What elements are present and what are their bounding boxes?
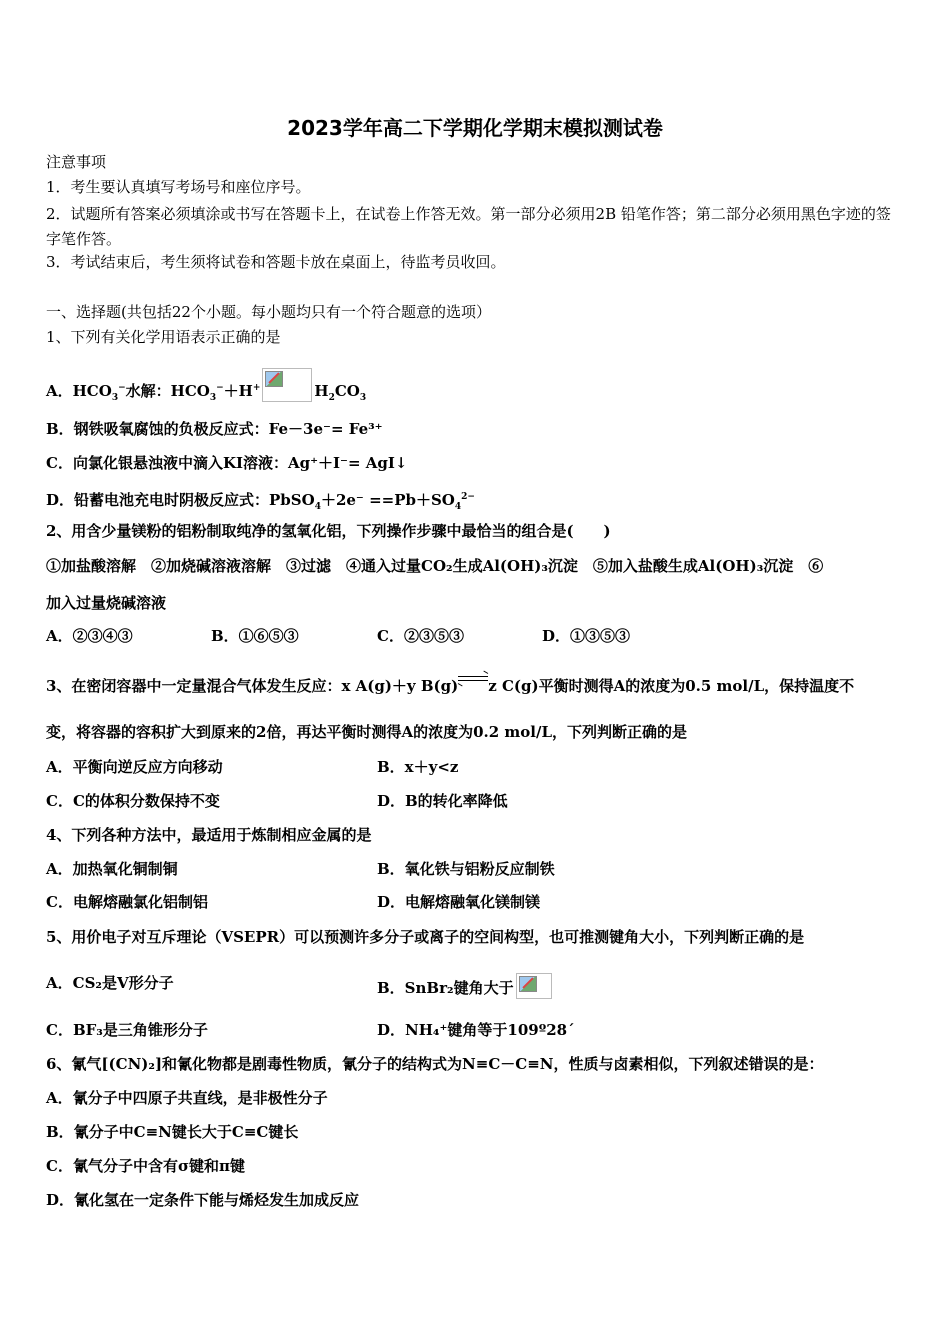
q2-stem: 2、用含少量镁粉的铝粉制取纯净的氢氧化铝，下列操作步骤中最恰当的组合是( ) [46, 522, 611, 540]
notice-heading: 注意事项 [46, 153, 107, 171]
q3-option-b: B．x＋y<z [377, 758, 459, 776]
q2-options [46, 626, 906, 646]
q4-option-b: B．氧化铁与铝粉反应制铁 [377, 860, 555, 878]
q4-stem: 4、下列各种方法中，最适用于炼制相应金属的是 [46, 826, 372, 844]
q2-option-d: D．①③⑤③ [542, 627, 631, 645]
q1-stem: 1、下列有关化学用语表示正确的是 [46, 328, 281, 346]
q4-option-d: D．电解熔融氧化镁制镁 [377, 893, 541, 911]
q1-option-c: C．向氯化银悬浊液中滴入KI溶液：Ag⁺＋I⁻= AgI↓ [46, 454, 408, 472]
notice-item-1: 1．考生要认真填写考场号和座位序号。 [46, 178, 311, 196]
q5-option-d: D．NH₄⁺键角等于109º28´ [377, 1021, 575, 1039]
q6-option-c: C．氰气分子中含有σ键和π键 [46, 1157, 245, 1175]
q6-option-a: A．氰分子中四原子共直线，是非极性分子 [46, 1089, 328, 1107]
q4-row-1 [46, 859, 906, 879]
q6-option-b: B．氰分子中C≡N键长大于C≡C键长 [46, 1123, 299, 1141]
q1-option-d: D．铅蓄电池充电时阴极反应式：PbSO$_4$＋2e⁻ $==Pb+SO_4^{2-}$ [46, 491, 475, 512]
q6-stem: 6、氰气[(CN)₂]和氰化物都是剧毒性物质，氰分子的结构式为N≡C－C≡N，性质与卤素相似，下列叙述错误的是： [46, 1055, 824, 1073]
q3-option-a: A．平衡向逆反应方向移动 [46, 758, 223, 776]
section-heading: 一、选择题(共包括22个小题。每小题均只有一个符合题意的选项） [46, 303, 491, 321]
q5-row-2 [46, 1020, 906, 1040]
q2-option-c: C．②③⑤③ [377, 627, 464, 645]
missing-image-icon [516, 973, 552, 999]
q1-option-b: B．钢铁吸氧腐蚀的负极反应式：Fe－3e⁻= Fe³⁺ [46, 420, 383, 438]
q3-option-c: C．C的体积分数保持不变 [46, 792, 220, 810]
q5-row-1 [46, 973, 906, 997]
q4-row-2 [46, 892, 906, 912]
q5-option-a: A．CS₂是V形分子 [46, 974, 174, 992]
q5-stem: 5、用价电子对互斥理论（VSEPR）可以预测许多分子或离子的空间构型，也可推测键角大小，下列判断正确的是 [46, 928, 805, 946]
q6-option-d: D．氰化氢在一定条件下能与烯烃发生加成反应 [46, 1191, 360, 1209]
q2-steps: ①加盐酸溶解 ②加烧碱溶液溶解 ③过滤 ④通入过量CO₂生成Al(OH)₃沉淀 ⑤加入盐酸生成Al(OH)₃沉淀 ⑥ [46, 557, 824, 575]
missing-image-icon [262, 368, 312, 402]
q3-row-1 [46, 757, 906, 777]
q5-option-c: C．BF₃是三角锥形分子 [46, 1021, 208, 1039]
q2-steps-cont: 加入过量烧碱溶液 [46, 594, 167, 612]
q2-option-b: B．①⑥⑤③ [211, 627, 299, 645]
q4-option-a: A．加热氧化铜制铜 [46, 860, 178, 878]
q3-stem: 3、在密闭容器中一定量混合气体发生反应：x A(g)＋y B(g) z C(g)平衡时测得A的浓度为0.5 mol/L，保持温度不 [46, 673, 854, 696]
equilibrium-arrow-icon [458, 673, 488, 687]
notice-item-3: 3．考试结束后，考生须将试卷和答题卡放在桌面上，待监考员收回。 [46, 253, 506, 271]
q3-option-d: D．B的转化率降低 [377, 792, 508, 810]
q5-option-b: B．SnBr₂键角大于 [377, 973, 554, 999]
q2-option-a: A．②③④③ [46, 627, 133, 645]
q3-row-2 [46, 791, 906, 811]
q1-option-a: A．$HCO_3^-$水解：$HCO_3^-+H^+$ $H_2CO_3$ [46, 368, 366, 408]
q3-stem-cont: 变，将容器的容积扩大到原来的2倍，再达平衡时测得A的浓度为0.2 mol/L，下列判断正确的是 [46, 723, 687, 741]
q4-option-c: C．电解熔融氯化铝制铝 [46, 893, 208, 911]
page-title: 2023学年高二下学期化学期末模拟测试卷 [287, 116, 663, 140]
notice-item-2: 2．试题所有答案必须填涂或书写在答题卡上，在试卷上作答无效。第一部分必须用2B 铅笔作答；第二部分必须用黑色字迹的签字笔作答。 [46, 205, 891, 248]
